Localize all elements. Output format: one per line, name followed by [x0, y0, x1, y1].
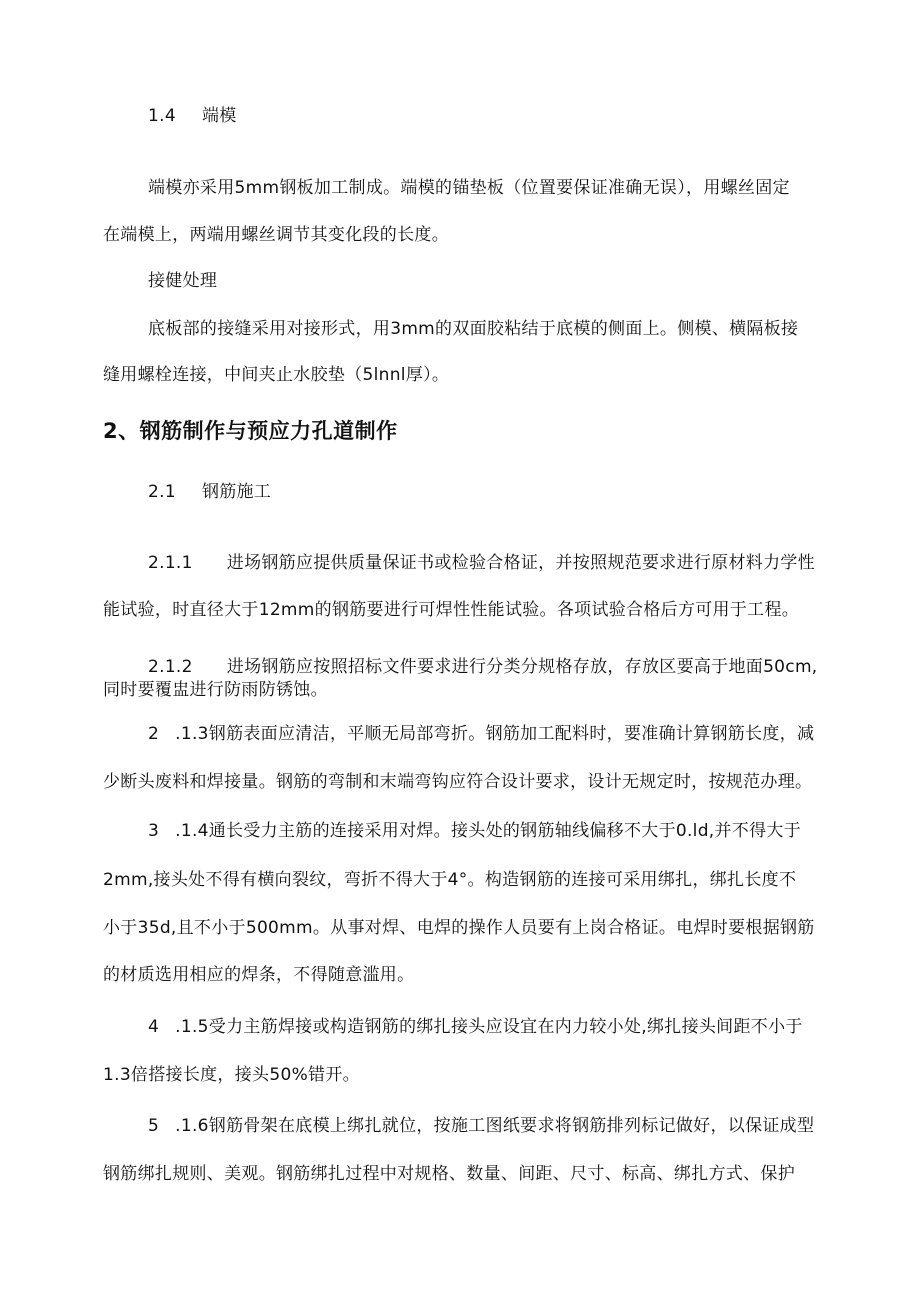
- paragraph-line: 的材质选用相应的焊条，不得随意滥用。: [103, 965, 415, 985]
- paragraph-line: 在端模上，两端用螺丝调节其变化段的长度。: [103, 225, 449, 245]
- paragraph-line: 能试验，时直径大于12mm的钢筋要进行可焊性性能试验。各项试验合格后方可用于工程。: [103, 600, 800, 620]
- paragraph-line: 3 .1.4通长受力主筋的连接采用对焊。接头处的钢筋轴线偏移不大于0.ld,并不得大于: [148, 821, 802, 841]
- paragraph-line: 端模亦采用5mm钢板加工制成。端模的锚垫板（位置要保证准确无误），用螺丝固定: [148, 178, 790, 198]
- clause-number: 2.1.1: [148, 553, 193, 573]
- subsection-number: 2.1: [148, 482, 176, 502]
- section-heading-2: 2、钢筋制作与预应力孔道制作: [103, 419, 398, 443]
- paragraph-line: 底板部的接缝采用对接形式，用3mm的双面胶粘结于底模的侧面上。侧模、横隔板接: [148, 319, 799, 339]
- paragraph-line: 2.1.2 进场钢筋应按照招标文件要求进行分类分规格存放，存放区要高于地面50cm,: [148, 657, 818, 677]
- paragraph-line: 1.3倍搭接长度，接头50%错开。: [103, 1065, 360, 1085]
- clause-number: 2.1.2: [148, 657, 193, 677]
- joint-heading: 接健处理: [148, 271, 218, 291]
- clause-number: 4: [148, 1017, 160, 1037]
- paragraph-line: 小于35d,且不小于500mm。从事对焊、电焊的操作人员要有上岗合格证。电焊时要根据钢筋: [103, 918, 815, 938]
- paragraph-line: 钢筋绑扎规则、美观。钢筋绑扎过程中对规格、数量、间距、尺寸、标高、绑扎方式、保护: [103, 1164, 795, 1184]
- clause-number: 3: [148, 821, 160, 841]
- paragraph-line: 2.1.1 进场钢筋应提供质量保证书或检验合格证，并按照规范要求进行原材料力学性: [148, 553, 815, 573]
- paragraph-line: 2mm,接头处不得有横向裂纹，弯折不得大于4°。构造钢筋的连接可采用绑扎，绑扎长度不: [103, 870, 797, 890]
- paragraph-line: 5 .1.6钢筋骨架在底模上绑扎就位，按施工图纸要求将钢筋排列标记做好，以保证成型: [148, 1116, 815, 1136]
- clause-number: 2: [148, 724, 160, 744]
- paragraph-line: 缝用螺栓连接，中间夹止水胶垫（5lnnl厚）。: [103, 365, 450, 385]
- subsection-heading-1-4: [148, 105, 237, 127]
- clause-number: 5: [148, 1116, 160, 1136]
- subsection-heading-2-1: [148, 481, 271, 503]
- paragraph-line: 同时要覆盅进行防雨防锈蚀。: [103, 680, 328, 700]
- paragraph-line: 2 .1.3钢筋表面应清洁，平顺无局部弯折。钢筋加工配料时，要准确计算钢筋长度，减: [148, 724, 815, 744]
- subsection-title: 端模: [201, 106, 237, 126]
- subsection-title: 钢筋施工: [201, 482, 272, 502]
- paragraph-line: 少断头废料和焊接量。钢筋的弯制和末端弯钩应符合设计要求，设计无规定时，按规范办理。: [103, 772, 813, 792]
- subsection-number: 1.4: [148, 106, 176, 126]
- paragraph-line: 4 .1.5受力主筋焊接或构造钢筋的绑扎接头应设宜在内力较小处,绑扎接头间距不小于: [148, 1017, 803, 1037]
